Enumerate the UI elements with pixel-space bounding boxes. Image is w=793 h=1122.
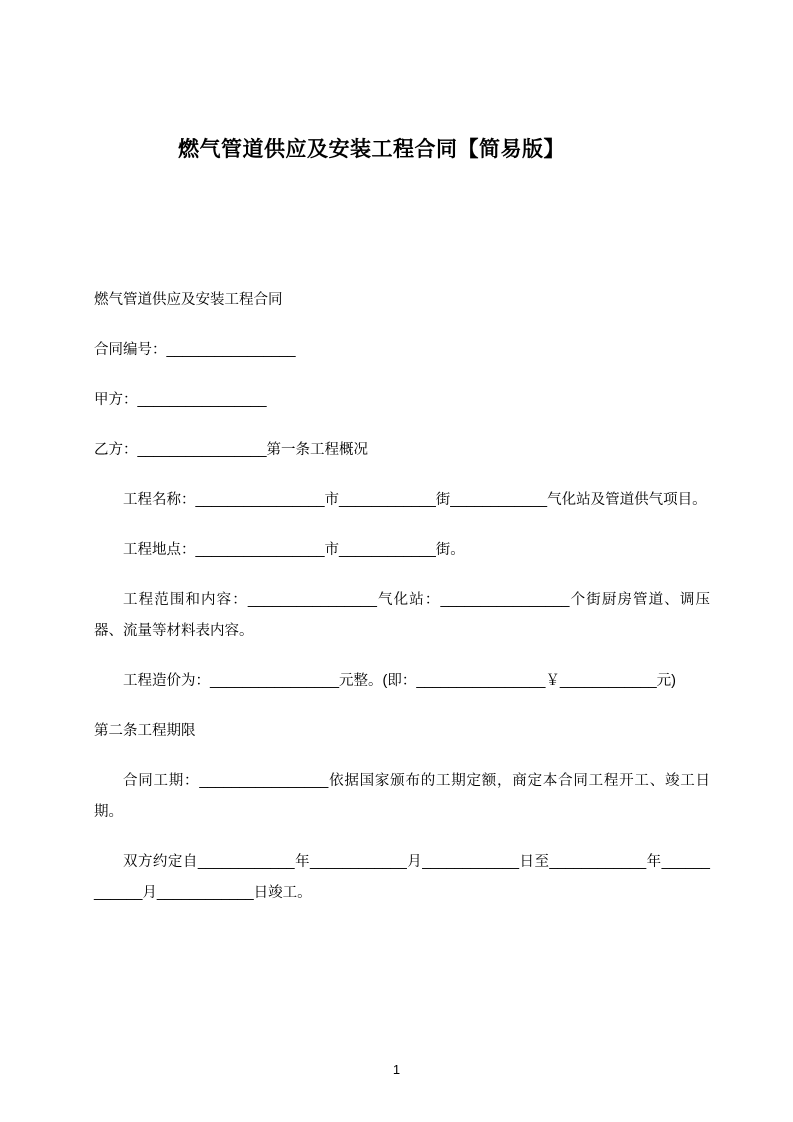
document-body (94, 285, 710, 928)
paragraph-contract-duration: 合同工期：________________依据国家颁布的工期定额，商定本合同工程开工、竣工日期。 (94, 773, 710, 820)
paragraph-contract-heading: 燃气管道供应及安装工程合同 (94, 292, 283, 308)
page-number: 1 (392, 1062, 401, 1077)
paragraph-project-cost: 工程造价为：________________元整。(即：________________￥____________元) (123, 673, 676, 689)
paragraph-clause-two-heading: 第二条工程期限 (94, 723, 196, 739)
paragraph-project-location: 工程地点：________________市____________街。 (123, 542, 465, 558)
paragraph-contract-number: 合同编号：________________ (94, 342, 296, 358)
paragraph-party-b: 乙方：________________第一条工程概况 (94, 442, 369, 458)
paragraph-agreed-dates: 双方约定自____________年____________月____________日至____________年____________月____________日竣工。 (94, 854, 710, 901)
paragraph-project-scope: 工程范围和内容：________________气化站：________________个街厨房管道、调压器、流量等材料表内容。 (94, 592, 710, 639)
paragraph-project-name: 工程名称：________________市____________街____________气化站及管道供气项目。 (123, 492, 707, 508)
page-title: 燃气管道供应及安装工程合同【简易版】 (178, 138, 565, 161)
paragraph-party-a: 甲方：________________ (94, 392, 267, 408)
